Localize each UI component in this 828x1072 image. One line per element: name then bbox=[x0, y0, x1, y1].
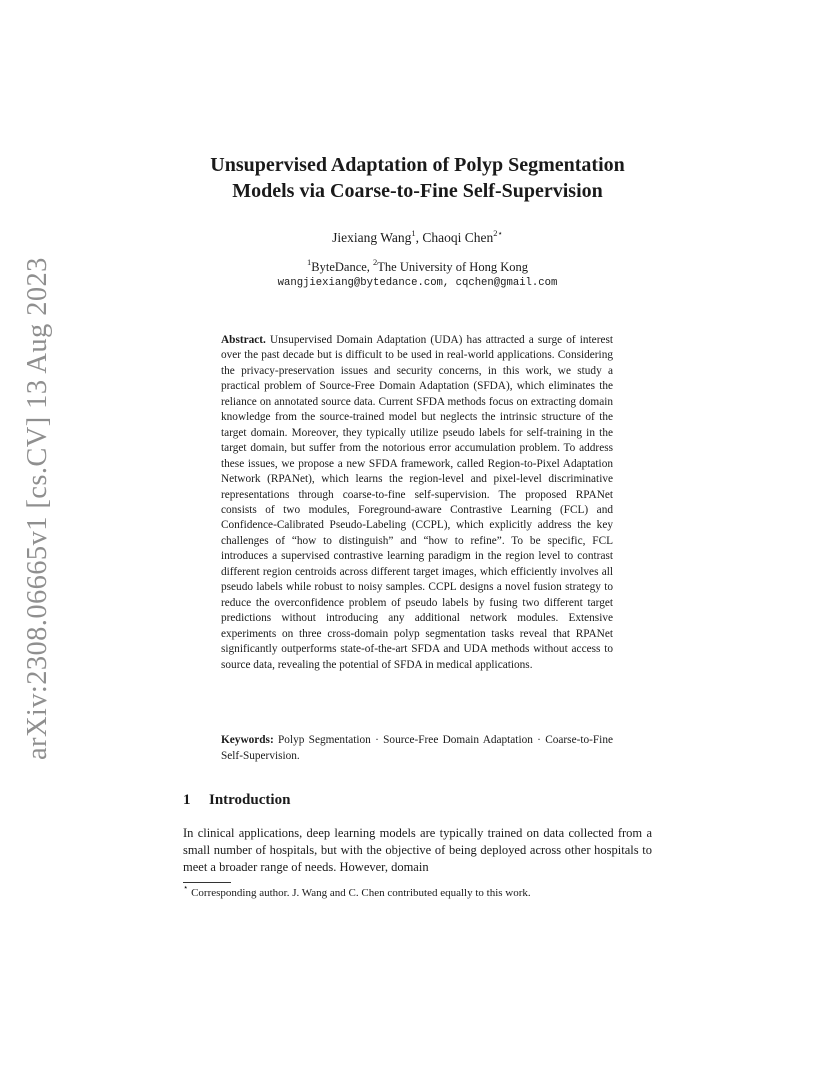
title-line-1: Unsupervised Adaptation of Polyp Segmentation bbox=[210, 154, 625, 176]
footnote-rule bbox=[183, 882, 231, 883]
keywords bbox=[221, 733, 613, 764]
arxiv-identifier: arXiv:2308.06665v1 [cs.CV] 13 Aug 2023 bbox=[22, 257, 53, 760]
footnote-mark: ⋆ bbox=[183, 882, 189, 893]
footnote bbox=[183, 882, 652, 900]
title-line-2: Models via Coarse-to-Fine Self-Supervision bbox=[232, 180, 603, 202]
affiliations bbox=[150, 256, 685, 275]
intro-paragraph: In clinical applications, deep learning models are typically trained on data collected from a small number of hospitals, but with the objective of being deployed across other hospitals to meet a broader range of needs. However, domain bbox=[183, 826, 652, 874]
abstract-text: Unsupervised Domain Adaptation (UDA) has attracted a surge of interest over the past decade but is difficult to be used in real-world applications. Considering the privacy-preservation issues and security concerns, in this work, we study a practical problem of Source-Free Domain Adaptation (SFDA), which eliminates the reliance on annotated source data. Current SFDA methods focus on extracting domain knowledge from the source-trained model but neglects the intrinsic structure of the target domain. Moreover, they typically utilize pseudo labels for self-training in the target domain, but suffer from the notorious error accumulation problem. To address these issues, we propose a new SFDA framework, called Region-to-Pixel Adaptation Network (RPANet), which learns the region-level and pixel-level discriminative representations through coarse-to-fine self-supervision. The proposed RPANet consists of two modules, Foreground-aware Contrastive Learning (FCL) and Confidence-Calibrated Pseudo-Labeling (CCPL), which explicitly address the key challenges of “how to distinguish” and “how to refine”. To be specific, FCL introduces a supervised contrastive learning paradigm in the region level to contrast different region centroids across different target images, which efficiently involves all pseudo labels while robust to noisy samples. CCPL designs a novel fusion strategy to reduce the overconfidence problem of pseudo labels by fusing two different target predictions without introducing any additional network modules. Extensive experiments on three cross-domain polyp segmentation tasks reveal that RPANet significantly outperforms state-of-the-art SFDA and UDA methods without access to source data, revealing the potential of SFDA in medical applications. bbox=[221, 334, 614, 671]
paper-title bbox=[150, 152, 685, 204]
affiliation-mark: 2 bbox=[373, 256, 378, 267]
affiliation: The University of Hong Kong bbox=[377, 260, 528, 274]
author-list bbox=[150, 227, 685, 246]
keywords-label: Keywords: bbox=[221, 734, 274, 746]
author-affiliation-mark: 1 bbox=[411, 227, 416, 238]
keywords-text: Polyp Segmentation · Source-Free Domain Adaptation · Coarse-to-Fine Self-Supervision. bbox=[221, 734, 613, 762]
author-name: Chaoqi Chen bbox=[422, 230, 494, 245]
author-name: Jiexiang Wang bbox=[332, 230, 412, 245]
abstract-label: Abstract. bbox=[221, 334, 266, 346]
author-affiliation-mark: 2⋆ bbox=[493, 227, 503, 238]
section-heading bbox=[183, 790, 290, 810]
section-title: Introduction bbox=[209, 792, 291, 808]
affiliation: ByteDance, bbox=[311, 260, 374, 274]
author-emails: wangjiexiang@bytedance.com, cqchen@gmail.com bbox=[277, 277, 558, 289]
affiliation-mark: 1 bbox=[307, 256, 312, 267]
author-separator: , bbox=[415, 230, 423, 245]
section-number: 1 bbox=[183, 792, 191, 808]
abstract bbox=[221, 333, 613, 673]
footnote-text: Corresponding author. J. Wang and C. Chen contributed equally to this work. bbox=[188, 887, 531, 899]
